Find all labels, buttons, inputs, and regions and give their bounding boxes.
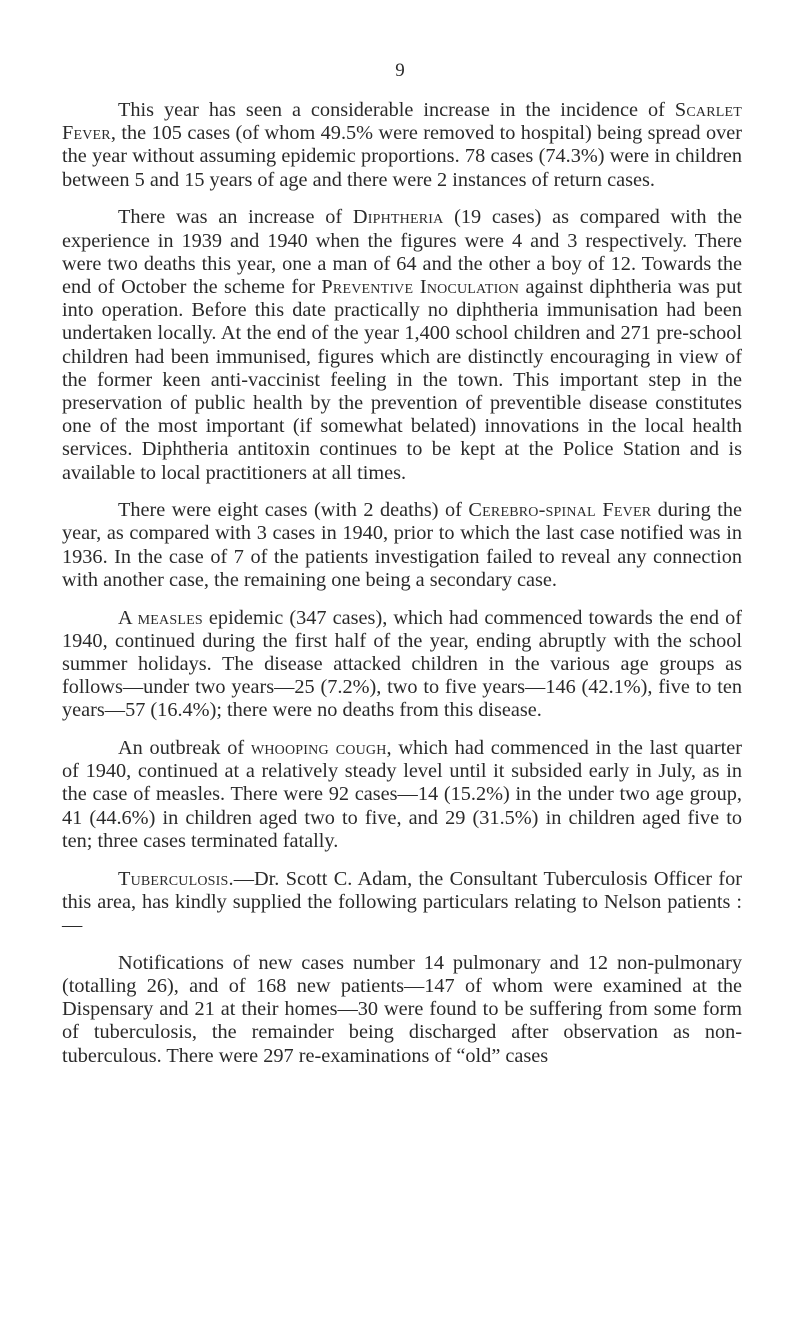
cerebro-lead: There were eight cases (with 2 deaths) of bbox=[118, 499, 469, 522]
page-number: 9 bbox=[395, 60, 405, 81]
notifications-text: Notifications of new cases number 14 pulmonary and 12 non-pulmonary (totalling 26), and of 168 new patients—147 of whom were examined at the Dispensary and 21 at their homes—30 were found to be suffering from some form of tuberculosis, the remainder being discharged after observation as non-tuberculous. There were 297 re-examinations of “old” cases bbox=[62, 951, 742, 1067]
measles-lead: A bbox=[118, 606, 138, 629]
paragraph-tuberculosis bbox=[62, 868, 742, 938]
whooping-rest: , which had commenced in the last quarter of 1940, continued at a relatively steady level until it subsided early in July, as in the case of measles. There were 92 cases—14 (15.2%) in the under two age group, 41 (44.6%) in children aged two to five, and 29 (31.5%) in children aged five to ten; three cases terminated fatally. bbox=[62, 737, 742, 852]
paragraph-cerebro-spinal-fever bbox=[62, 499, 742, 592]
paragraph-whooping-cough bbox=[62, 737, 742, 853]
tuberculosis-rest: —Dr. Scott C. Adam, the Consultant Tuberculosis Officer for this area, has kindly supplied the following particulars relating to Nelson patients :— bbox=[62, 867, 742, 936]
scarlet-lead: This year has seen a considerable increase in the incidence of bbox=[118, 99, 675, 121]
diphtheria-rest: against diphtheria was put into operation. Before this date practically no diphtheria immunisation had been undertaken locally. At the end of the year 1,400 school children and 271 pre-school children had been immunised, figures which are distinctly encouraging in view of the former keen anti-vaccinist feeling in the town. This important step in the preservation of public health by the prevention of preventible disease constitutes one of the most important (if somewhat belated) innovations in the local health services. Diphtheria antitoxin continues to be kept at the Police Station and is available to local practitioners at all times. bbox=[62, 275, 742, 484]
cerebro-rest: during the year, as compared with 3 cases in 1940, prior to which the last case notified was in 1936. In the case of 7 of the patients investigation failed to reveal any connection with another case, the remaining one being a secondary case. bbox=[62, 499, 742, 591]
term-cerebro-spinal-fever: Cerebro-spinal Fever bbox=[468, 499, 652, 522]
term-diphtheria: Diphtheria bbox=[352, 206, 444, 229]
term-preventive-inoculation: Preventive Inoculation bbox=[321, 275, 520, 298]
measles-rest: epidemic (347 cases), which had commenced towards the end of 1940, continued during the first half of the year, ending abruptly with the school summer holidays. The disease attacked children in the various age groups as follows—under two years—25 (7.2%), two to five years—146 (42.1%), five to ten years—57 (16.4%); there were no deaths from this disease. bbox=[62, 606, 742, 722]
body-text bbox=[62, 99, 742, 1082]
paragraph-scarlet-fever bbox=[62, 99, 742, 192]
term-tuberculosis: Tuberculosis. bbox=[118, 867, 234, 890]
paragraph-diphtheria bbox=[62, 206, 742, 484]
whooping-lead: An outbreak of bbox=[118, 737, 251, 760]
paragraph-measles bbox=[62, 607, 742, 723]
diphtheria-mid: (19 cases) as compared with the experience in 1939 and 1940 when the figures were 4 and 3 respectively. There were two deaths this year, one a man of 64 and the other a boy of 12. Towards the end of October the scheme for bbox=[62, 206, 742, 298]
term-scarlet-fever: Scarlet Fever bbox=[62, 99, 742, 145]
term-whooping-cough: whooping cough bbox=[250, 737, 387, 760]
term-measles: measles bbox=[137, 606, 203, 629]
diphtheria-lead: There was an increase of bbox=[118, 206, 353, 229]
scarlet-rest: , the 105 cases (of whom 49.5% were removed to hospital) being spread over the year without assuming epidemic proportions. 78 cases (74.3%) were in children between 5 and 15 years of age and there were 2 instances of return cases. bbox=[62, 122, 742, 191]
paragraph-notifications bbox=[62, 952, 742, 1068]
